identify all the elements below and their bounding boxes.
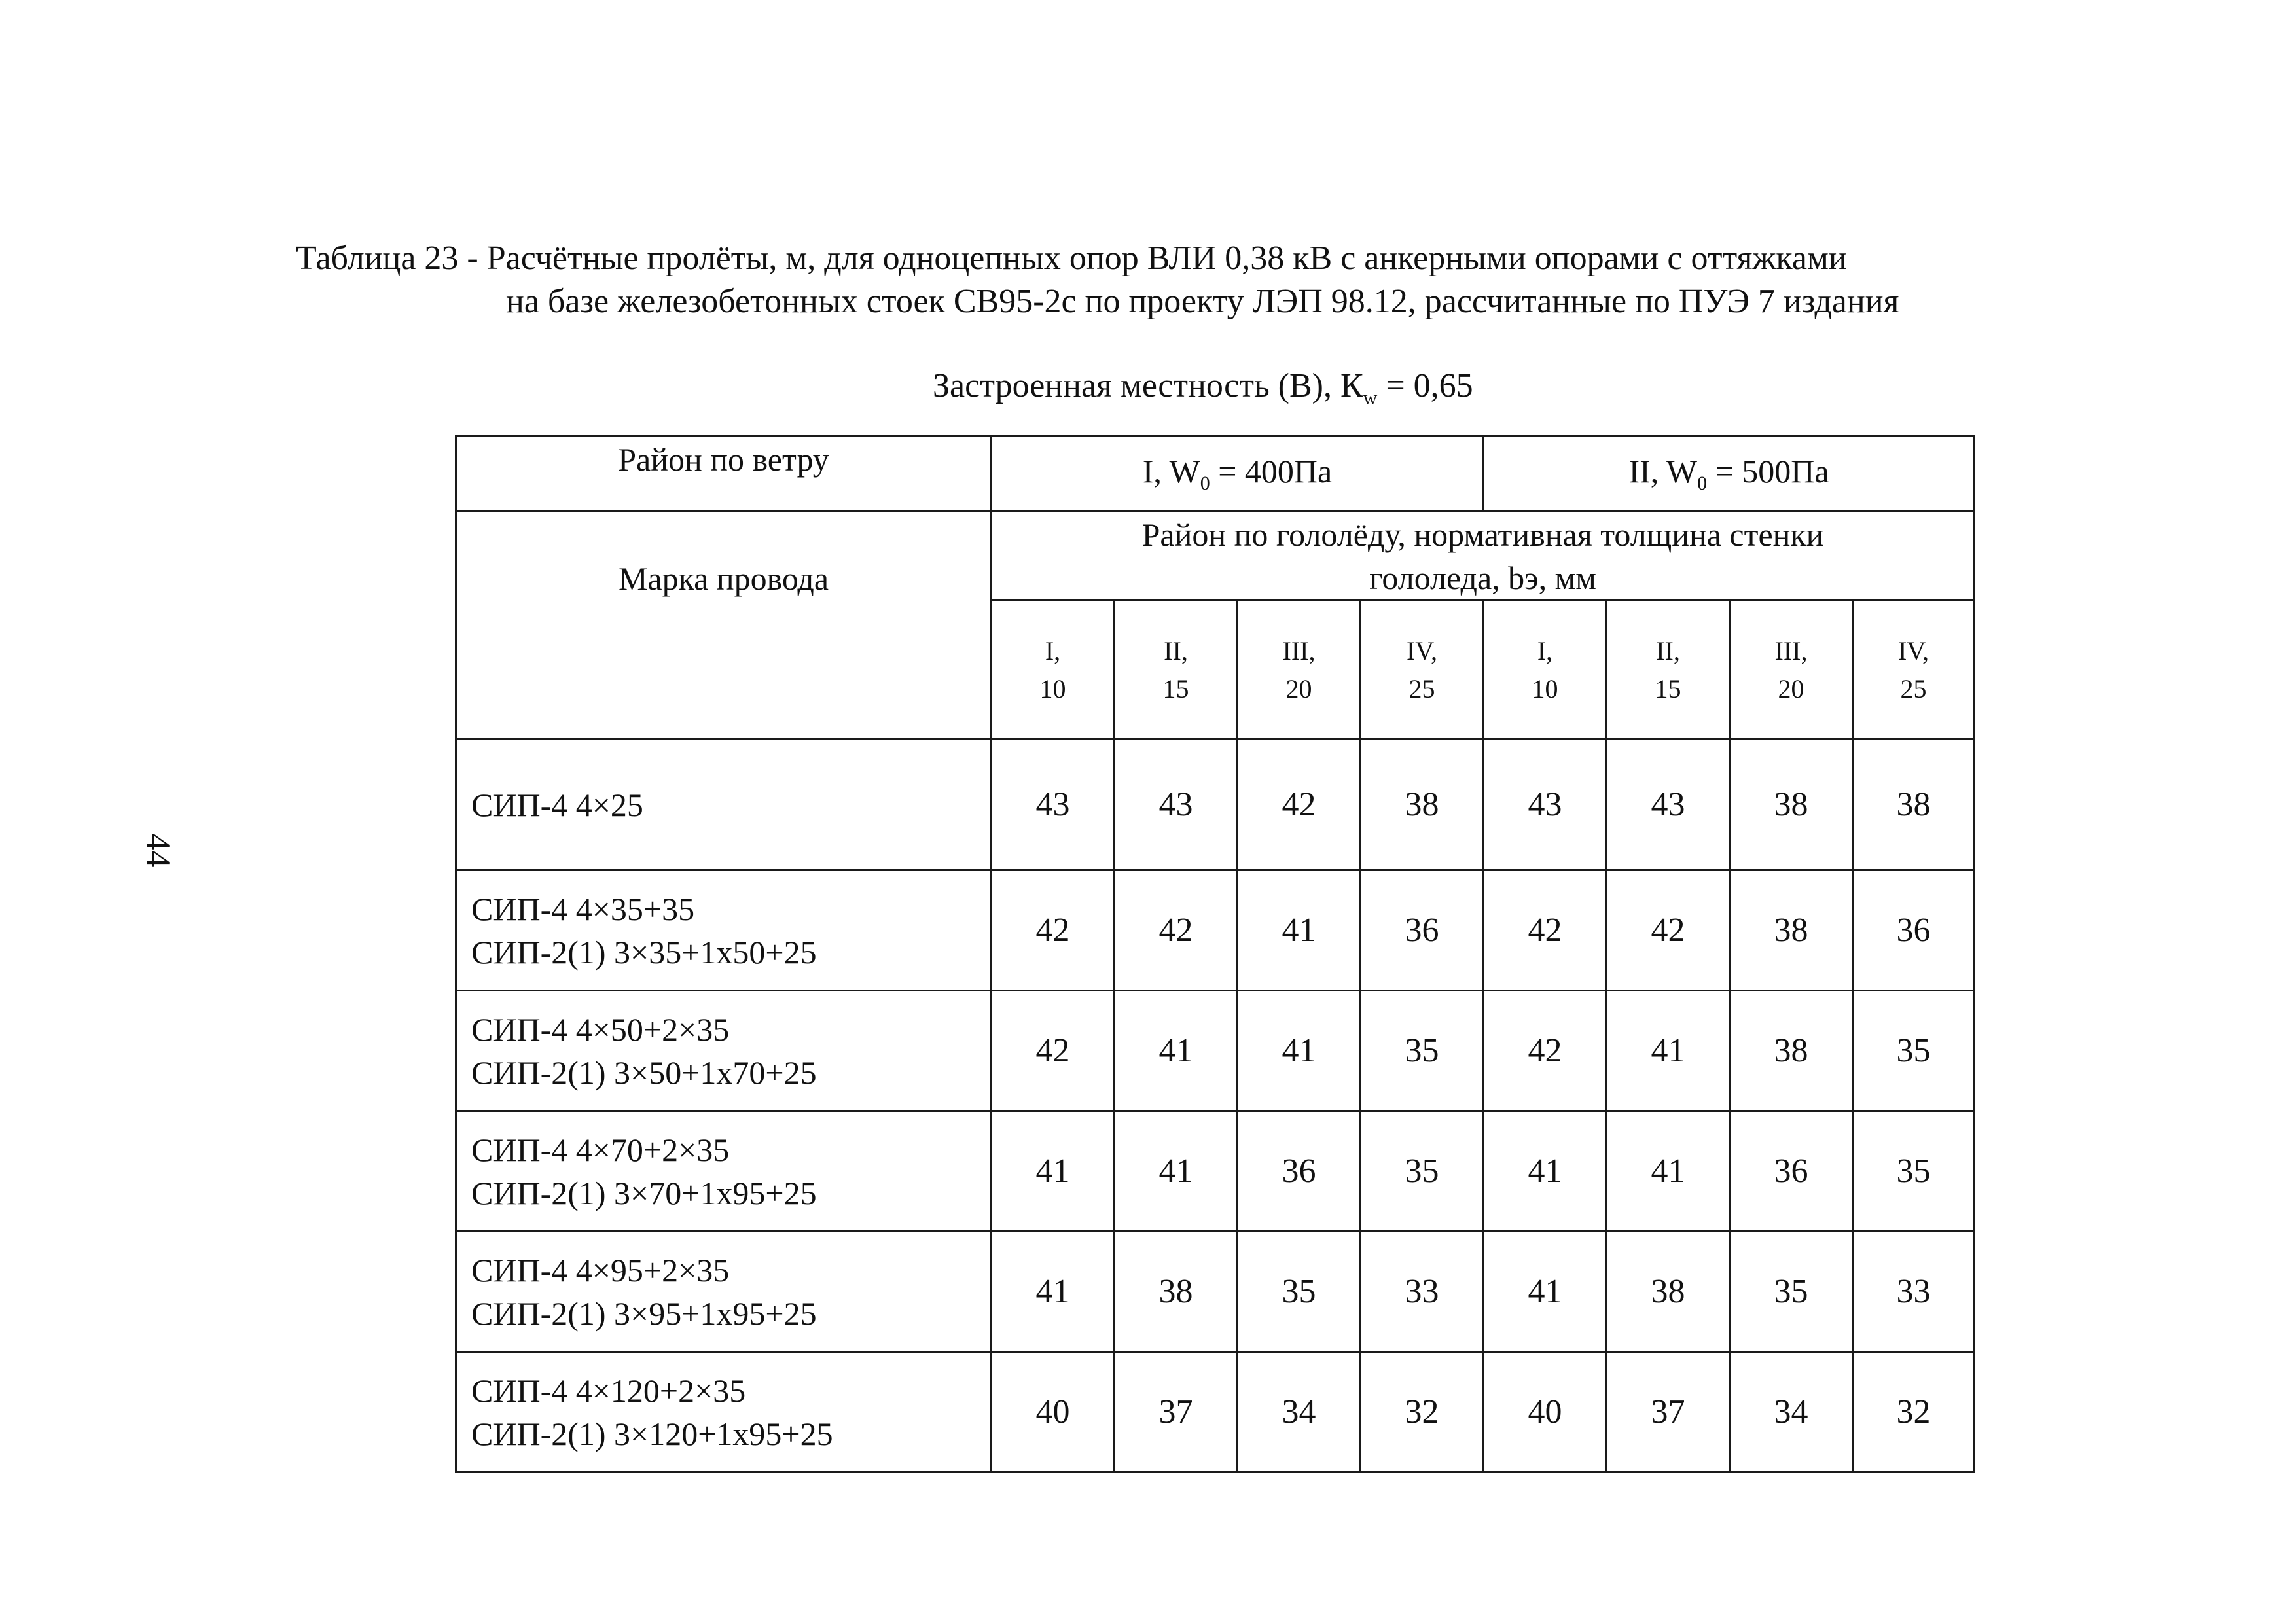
- wire-brand-cell: [456, 991, 992, 1111]
- wire-brand-line-2: СИП-2(1) 3×50+1х70+25: [471, 1054, 817, 1091]
- ice-region-header: [992, 512, 1975, 601]
- span-value-cell: 41: [1115, 991, 1238, 1111]
- ice-column-region: II,: [1656, 635, 1680, 666]
- wire-brand-line-2: СИП-2(1) 3×70+1х95+25: [471, 1174, 817, 1211]
- span-value-cell: 36: [1730, 1111, 1853, 1232]
- span-value-cell: 43: [992, 740, 1115, 870]
- span-value-cell: 38: [1730, 991, 1853, 1111]
- ice-column-header: [1115, 601, 1238, 740]
- ice-column-region: IV,: [1898, 635, 1929, 666]
- span-value-cell: 35: [1361, 991, 1484, 1111]
- span-value-cell: 41: [992, 1232, 1115, 1352]
- ice-column-region: III,: [1282, 635, 1316, 666]
- header-row-ice: [456, 512, 1975, 601]
- table-caption-line-2: на базе железобетонных стоек СВ95-2с по проекту ЛЭП 98.12, рассчитанные по ПУЭ 7 издания: [506, 283, 1899, 320]
- ice-column-header: [1361, 601, 1484, 740]
- terrain-caption-text: Застроенная местность (В), К: [933, 367, 1363, 404]
- span-value-cell: 40: [1484, 1352, 1607, 1472]
- span-value-cell: 33: [1361, 1232, 1484, 1352]
- header-row-wind: [456, 436, 1975, 512]
- span-value-cell: 43: [1607, 740, 1730, 870]
- span-value-cell: 40: [992, 1352, 1115, 1472]
- span-value-cell: 41: [1607, 991, 1730, 1111]
- ice-column-header: [1853, 601, 1975, 740]
- terrain-caption: [933, 366, 1473, 409]
- wind-region-header: Район по ветру: [456, 436, 992, 512]
- span-value-cell: 32: [1361, 1352, 1484, 1472]
- span-value-cell: 38: [1607, 1232, 1730, 1352]
- ice-column-thickness: 10: [1039, 673, 1066, 704]
- span-value-cell: 41: [992, 1111, 1115, 1232]
- ice-column-region: IV,: [1406, 635, 1438, 666]
- ice-column-header: [1607, 601, 1730, 740]
- wire-brand-cell: [456, 1352, 992, 1472]
- table-row: [456, 1111, 1975, 1232]
- wind-group-1-sub: 0: [1200, 473, 1210, 494]
- ice-column-thickness: 25: [1408, 673, 1435, 704]
- span-value-cell: 41: [1484, 1111, 1607, 1232]
- span-value-cell: 43: [1484, 740, 1607, 870]
- span-value-cell: 35: [1238, 1232, 1361, 1352]
- ice-column-header: [1484, 601, 1607, 740]
- ice-column-thickness: 15: [1655, 673, 1681, 704]
- table-row: [456, 870, 1975, 991]
- span-value-cell: 36: [1238, 1111, 1361, 1232]
- ice-column-region: I,: [1537, 635, 1553, 666]
- span-value-cell: 34: [1730, 1352, 1853, 1472]
- span-value-cell: 42: [1484, 870, 1607, 991]
- ice-column-thickness: 25: [1900, 673, 1927, 704]
- ice-column-region: II,: [1164, 635, 1188, 666]
- span-value-cell: 41: [1484, 1232, 1607, 1352]
- ice-column-thickness: 20: [1778, 673, 1804, 704]
- wire-brand-line-1: СИП-4 4×120+2×35: [471, 1372, 746, 1409]
- ice-column-thickness: 15: [1162, 673, 1189, 704]
- span-value-cell: 37: [1607, 1352, 1730, 1472]
- wind-group-2-sub: 0: [1697, 473, 1708, 494]
- span-value-cell: 42: [1115, 870, 1238, 991]
- span-value-cell: 41: [1238, 870, 1361, 991]
- terrain-caption-sub: w: [1363, 387, 1378, 409]
- span-value-cell: 35: [1361, 1111, 1484, 1232]
- span-value-cell: 42: [1607, 870, 1730, 991]
- wire-brand-line-1: СИП-4 4×35+35: [471, 890, 695, 927]
- ice-region-header-line-2: гололеда, bэ, мм: [1369, 559, 1596, 596]
- span-value-cell: 38: [1730, 870, 1853, 991]
- wind-group-2-prefix: II, W: [1628, 453, 1698, 490]
- span-value-cell: 38: [1853, 740, 1975, 870]
- span-value-cell: 36: [1361, 870, 1484, 991]
- span-value-cell: 41: [1607, 1111, 1730, 1232]
- wire-brand-line-1: СИП-4 4×70+2×35: [471, 1131, 730, 1168]
- span-value-cell: 42: [992, 991, 1115, 1111]
- wire-brand-line-1: СИП-4 4×50+2×35: [471, 1010, 730, 1048]
- span-value-cell: 35: [1853, 991, 1975, 1111]
- wind-group-1-prefix: I, W: [1142, 453, 1200, 490]
- spans-table: [455, 435, 1975, 1473]
- page-number: 44: [139, 833, 177, 868]
- span-value-cell: 42: [1238, 740, 1361, 870]
- span-value-cell: 41: [1238, 991, 1361, 1111]
- ice-column-region: III,: [1774, 635, 1808, 666]
- wire-brand-header: Марка провода: [456, 512, 992, 740]
- span-value-cell: 38: [1730, 740, 1853, 870]
- table-caption-line-1: Таблица 23 - Расчётные пролёты, м, для одноцепных опор ВЛИ 0,38 кВ с анкерными опорами с оттяжками: [296, 240, 1847, 277]
- wind-group-2-suffix: = 500Па: [1707, 453, 1829, 490]
- table-row: [456, 991, 1975, 1111]
- wire-brand-cell: [456, 1232, 992, 1352]
- wind-group-2-header: [1484, 436, 1975, 512]
- span-value-cell: 33: [1853, 1232, 1975, 1352]
- wire-brand-line-2: СИП-2(1) 3×35+1х50+25: [471, 933, 817, 971]
- ice-column-thickness: 10: [1532, 673, 1558, 704]
- wire-brand-line-2: СИП-2(1) 3×120+1х95+25: [471, 1415, 833, 1452]
- span-value-cell: 41: [1115, 1111, 1238, 1232]
- wire-brand-line-2: СИП-2(1) 3×95+1х95+25: [471, 1294, 817, 1332]
- wind-group-1-header: [992, 436, 1484, 512]
- wire-brand-line-1: СИП-4 4×25: [471, 786, 643, 823]
- span-value-cell: 38: [1115, 1232, 1238, 1352]
- span-value-cell: 43: [1115, 740, 1238, 870]
- ice-column-header: [1238, 601, 1361, 740]
- wire-brand-cell: [456, 740, 992, 870]
- span-value-cell: 32: [1853, 1352, 1975, 1472]
- wire-brand-cell: [456, 870, 992, 991]
- wire-brand-line-1: СИП-4 4×95+2×35: [471, 1251, 730, 1289]
- span-value-cell: 34: [1238, 1352, 1361, 1472]
- table-row: [456, 740, 1975, 870]
- ice-column-thickness: 20: [1285, 673, 1312, 704]
- ice-column-region: I,: [1045, 635, 1061, 666]
- span-value-cell: 36: [1853, 870, 1975, 991]
- terrain-caption-value: = 0,65: [1377, 367, 1473, 404]
- ice-region-header-line-1: Район по гололёду, нормативная толщина стенки: [1141, 516, 1824, 553]
- ice-column-header: [992, 601, 1115, 740]
- span-value-cell: 38: [1361, 740, 1484, 870]
- span-value-cell: 35: [1730, 1232, 1853, 1352]
- table-row: [456, 1232, 1975, 1352]
- wire-brand-cell: [456, 1111, 992, 1232]
- span-value-cell: 42: [1484, 991, 1607, 1111]
- span-value-cell: 37: [1115, 1352, 1238, 1472]
- span-value-cell: 42: [992, 870, 1115, 991]
- span-value-cell: 35: [1853, 1111, 1975, 1232]
- table-row: [456, 1352, 1975, 1472]
- wind-group-1-suffix: = 400Па: [1210, 453, 1333, 490]
- ice-column-header: [1730, 601, 1853, 740]
